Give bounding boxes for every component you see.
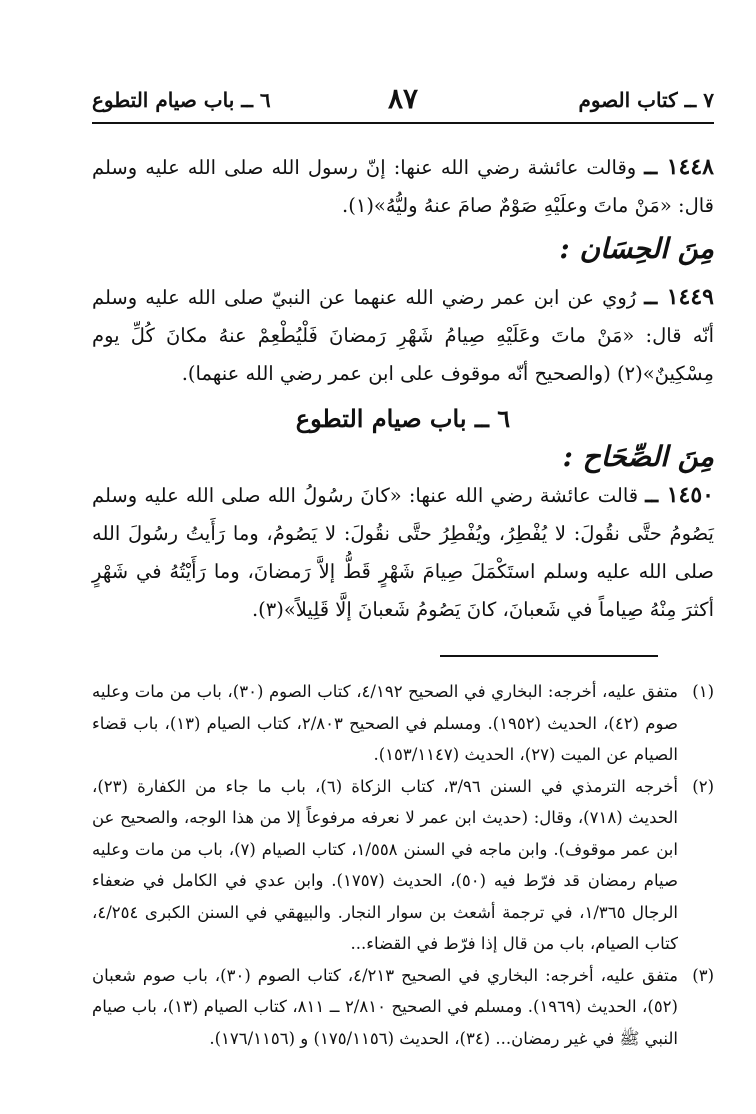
footnotes <box>92 676 714 1054</box>
hadith-number: ١٤٤٩ ــ <box>644 284 714 310</box>
hadith-text: وقالت عائشة رضي الله عنها: إنّ رسول الله صلى الله عليه وسلم قال: «مَنْ ماتَ وعلَيْهِ صَوْمٌ صامَ عنهُ وليُّهُ»(١). <box>92 156 714 217</box>
book-title: ٧ ــ كتاب الصوم <box>578 88 714 112</box>
hadith-1450 <box>92 476 714 629</box>
footnote-1 <box>92 676 714 771</box>
hadith-text: رُوي عن ابن عمر رضي الله عنهما عن النبيّ صلى الله عليه وسلم أنّه قال: «مَنْ ماتَ وعَلَيْهِ صِيامُ شَهْرِ رَمضانَ فَلْيُطْعِمْ عنهُ مكانَ كُلِّ يوم مِسْكِينٌ»(٢) (والصحيح أنّه موقوف على ابن عمر رضي الله عنهما). <box>92 286 714 385</box>
hadith-1449 <box>92 278 714 393</box>
chapter-title: ٦ ــ باب صيام التطوع <box>295 404 511 433</box>
section-heading-sihah: مِنَ الصِّحَاح : <box>562 440 714 473</box>
footnote-2 <box>92 771 714 960</box>
footnote-text: أخرجه الترمذي في السنن ٣/٩٦، كتاب الزكاة (٦)، باب ما جاء من الكفارة (٢٣)، الحديث (٧١٨)، وقال: (حديث ابن عمر لا نعرفه مرفوعاً إلا من هذا الوجه، والصحيح عن ابن عمر موقوف). وابن ماجه في السنن ١/٥٥٨، كتاب الصيام (٧)، باب من مات وعليه صيام رمضان قد فرّط فيه (٥٠)، الحديث (١٧٥٧). وابن عدي في الكامل في ضعفاء الرجال ١/٣٦٥، في ترجمة أشعث بن سوار النجار. والبيهقي في السنن الكبرى ٤/٢٥٤، كتاب الصيام، باب من قال إذا فرّط في القضاء... <box>92 776 679 953</box>
running-header <box>92 82 714 124</box>
footnote-3 <box>92 960 714 1055</box>
footnote-text: متفق عليه، أخرجه: البخاري في الصحيح ٤/١٩٢، كتاب الصوم (٣٠)، باب من مات وعليه صوم (٤٢)، الحديث (١٩٥٢). ومسلم في الصحيح ٢/٨٠٣، كتاب الصيام (١٣)، باب قضاء الصيام عن الميت (٢٧)، الحديث (١٥٣/١١٤٧). <box>92 682 678 764</box>
footnote-text: متفق عليه، أخرجه: البخاري في الصحيح ٤/٢١٣، كتاب الصوم (٣٠)، باب صوم شعبان (٥٢)، الحديث (١٩٦٩). ومسلم في الصحيح ٢/٨١٠ ــ ٨١١، كتاب الصيام (١٣)، باب صيام النبي ﷺ في غير رمضان... (٣٤)، الحديث (١٧٥/١١٥٦) و (١٧٦/١١٥٦). <box>92 965 678 1048</box>
section-heading-hasan: مِنَ الحِسَان : <box>559 232 714 265</box>
hadith-number: ١٤٤٨ ــ <box>644 154 714 180</box>
hadith-1448 <box>92 148 714 225</box>
hadith-number: ١٤٥٠ ــ <box>645 482 714 508</box>
footnote-mark: (٢) <box>692 776 714 796</box>
page-number: ٨٧ <box>387 82 419 115</box>
footnote-mark: (١) <box>692 682 714 701</box>
footnote-mark: (٣) <box>692 965 714 985</box>
chapter-header: ٦ ــ باب صيام التطوع <box>92 88 271 112</box>
footnote-divider <box>440 655 658 657</box>
hadith-text: قالت عائشة رضي الله عنها: «كانَ رسُولُ الله صلى الله عليه وسلم يَصُومُ حتَّى نقُولَ: لا يُفْطِرُ، ويُفْطِرُ حتَّى نقُولَ: لا يَصُومُ، وما رَأَيتُ رسُولَ الله صلى الله عليه وسلم استَكْمَلَ صِيامَ شَهْرٍ قَطُّ إلاَّ رَمضانَ، وما رَأَيْتُهُ في شَهْرٍ أكثرَ مِنْهُ صِياماً في شَعبانَ، كانَ يَصُومُ شَعبانَ إلَّا قَلِيلاً»(٣). <box>92 484 714 621</box>
